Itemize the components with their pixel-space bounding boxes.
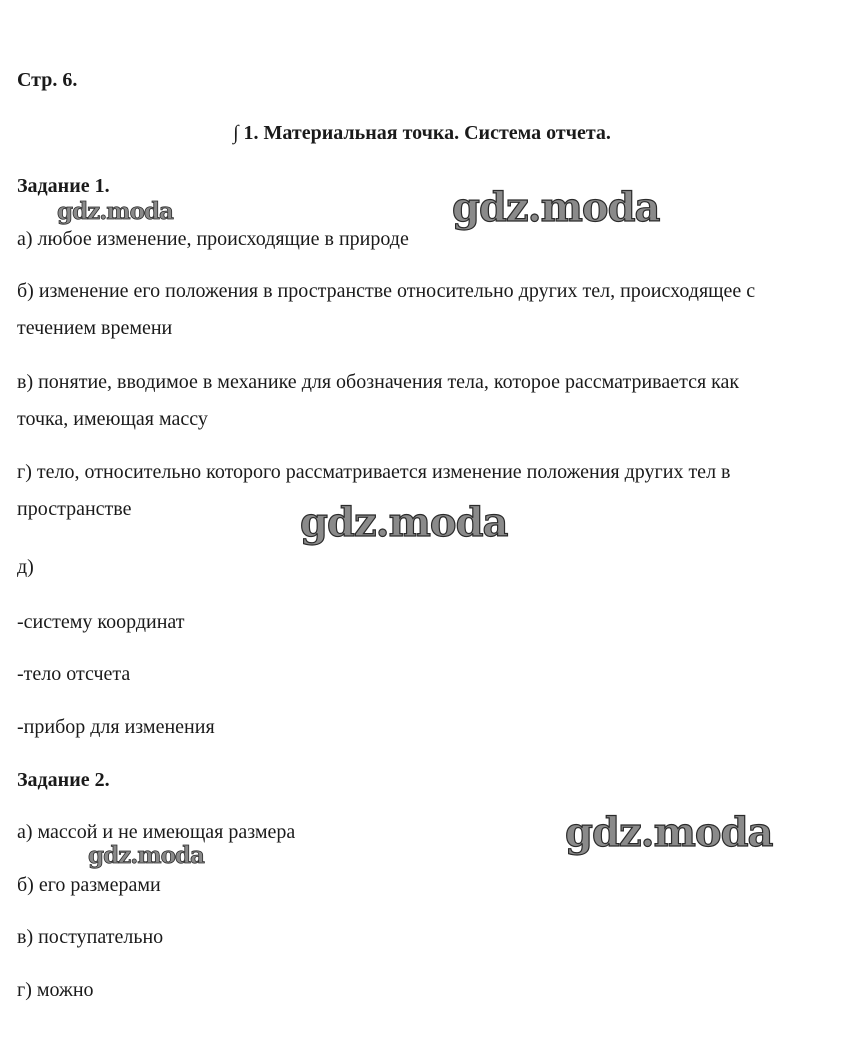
section-title: ∫ 1. Материальная точка. Система отчета. [233, 122, 611, 144]
task1-answer-b-line2: течением времени [17, 317, 173, 339]
task2-answer-g: г) можно [17, 979, 94, 1001]
watermark: gdz.moda [300, 499, 508, 546]
task1-d-item: -тело отсчета [17, 663, 131, 685]
task2-title: Задание 2. [17, 769, 110, 791]
task1-d-item: -систему координат [17, 611, 185, 633]
watermark: gdz.moda [452, 184, 660, 231]
task1-answer-g-line2: пространстве [17, 498, 132, 520]
task1-answer-d: д) [17, 556, 34, 578]
task1-answer-v-line2: точка, имеющая массу [17, 408, 208, 430]
task1-answer-a: а) любое изменение, происходящие в природе [17, 228, 409, 250]
task1-answer-b-line1: б) изменение его положения в пространстве относительно других тел, происходящее с [17, 280, 756, 302]
page-label: Стр. 6. [17, 69, 78, 91]
task2-answer-v: в) поступательно [17, 926, 164, 948]
task2-answer-b: б) его размерами [17, 874, 161, 896]
watermark: gdz.moda [565, 809, 773, 856]
task1-answer-g-line1: г) тело, относительно которого рассматривается изменение положения других тел в [17, 461, 731, 483]
task1-d-item: -прибор для изменения [17, 716, 215, 738]
task1-answer-v-line1: в) понятие, вводимое в механике для обозначения тела, которое рассматривается как [17, 371, 740, 393]
task2-answer-a: а) массой и не имеющая размера [17, 821, 296, 843]
task1-title: Задание 1. [17, 175, 110, 197]
watermark: gdz.moda [88, 842, 204, 869]
watermark: gdz.moda [57, 198, 173, 225]
